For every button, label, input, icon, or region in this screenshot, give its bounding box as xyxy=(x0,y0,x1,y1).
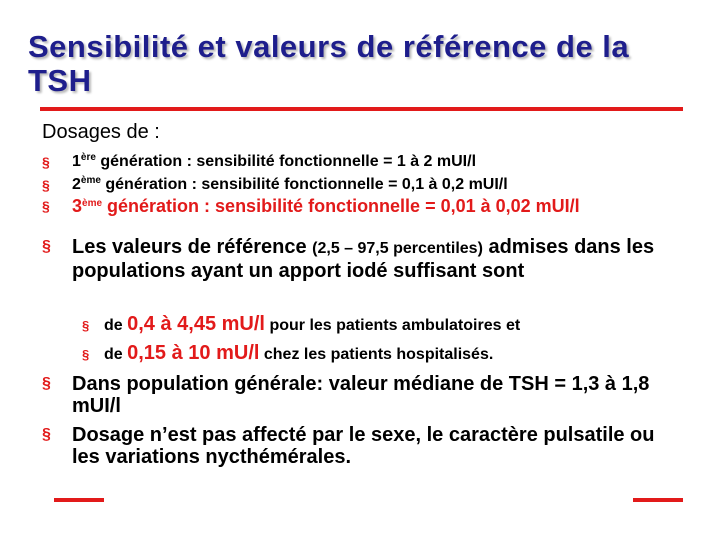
generation-3-item xyxy=(42,195,580,217)
slide-title: Sensibilité et valeurs de référence de la TSH xyxy=(28,29,630,98)
reference-values-item xyxy=(42,236,662,282)
title-underline xyxy=(40,107,683,111)
bullet-icon: § xyxy=(42,154,50,170)
bullet-icon: § xyxy=(42,238,51,255)
generation-3-text: 3ème génération : sensibilité fonctionnelle = 0,01 à 0,02 mUI/l xyxy=(72,196,580,216)
hospital-range-text: de 0,15 à 10 mU/l chez les patients hospitalisés. xyxy=(104,342,494,364)
median-text: Dans population générale: valeur médiane de TSH = 1,3 à 1,8 mUI/l xyxy=(72,373,650,417)
intro-heading: Dosages de : xyxy=(42,121,160,143)
bullet-icon: § xyxy=(42,177,50,193)
generation-2-text: 2ème génération : sensibilité fonctionnelle = 0,1 à 0,2 mUI/l xyxy=(72,175,508,193)
footer-left-dash xyxy=(54,498,104,502)
generation-1-text: 1ère génération : sensibilité fonctionnelle = 1 à 2 mUI/l xyxy=(72,152,477,170)
hospital-range-item xyxy=(82,342,493,365)
generation-2-item xyxy=(42,175,508,195)
median-item xyxy=(42,373,662,417)
footer-right-dash xyxy=(633,498,683,502)
ambulatory-range-text: de 0,4 à 4,45 mU/l pour les patients ambulatoires et xyxy=(104,313,521,335)
generation-1-item xyxy=(42,152,476,172)
bullet-icon: § xyxy=(42,375,51,392)
bullet-icon: § xyxy=(82,347,90,362)
bullet-icon: § xyxy=(42,426,51,443)
ambulatory-range-item xyxy=(82,313,520,336)
dosage-note-text: Dosage n’est pas affecté par le sexe, le caractère pulsatile ou les variations nycthémérales. xyxy=(72,424,655,468)
bullet-icon: § xyxy=(82,318,90,333)
dosage-note-item xyxy=(42,424,662,468)
reference-values-text: Les valeurs de référence (2,5 – 97,5 percentiles) admises dans les populations ayant un apport iodé suffisant sont xyxy=(72,236,655,282)
bullet-icon: § xyxy=(42,198,50,214)
